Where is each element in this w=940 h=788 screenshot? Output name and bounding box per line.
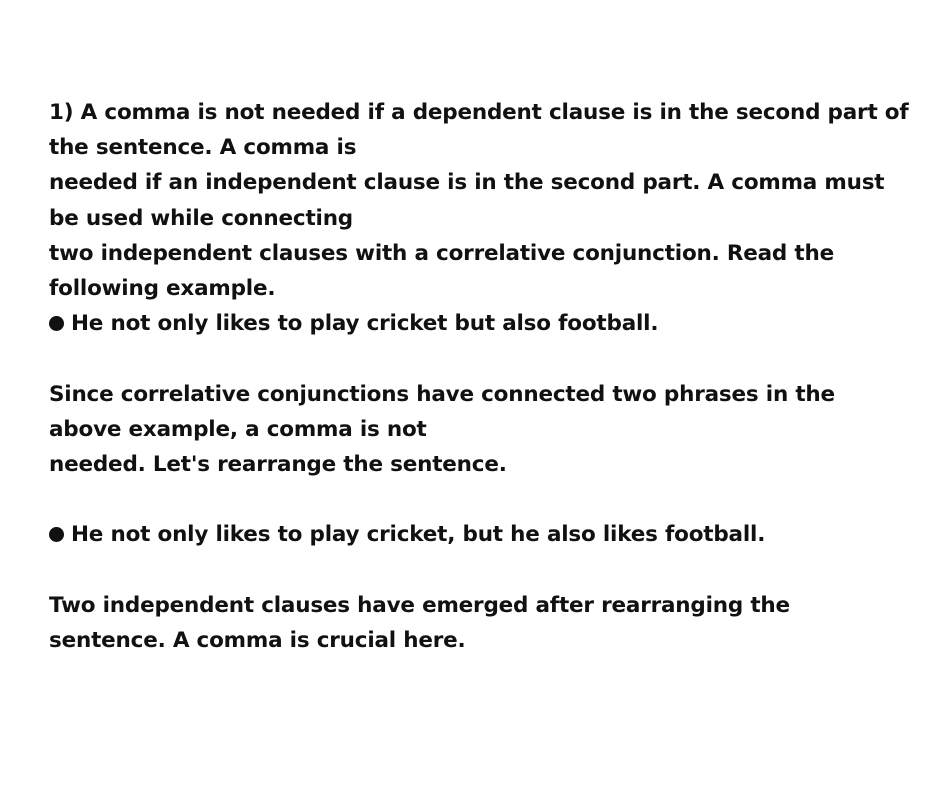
paragraph-line: 1) A comma is not needed if a dependent clause is in the second part of xyxy=(49,100,909,125)
document-body xyxy=(49,95,929,658)
bullet-icon xyxy=(49,316,64,331)
paragraph-line: two independent clauses with a correlative conjunction. Read the xyxy=(49,240,834,266)
paragraph-line: be used while connecting xyxy=(49,205,353,231)
paragraph-line: the sentence. A comma is xyxy=(49,135,357,161)
paragraph-line: sentence. A comma is crucial here. xyxy=(49,627,466,653)
example-text: He not only likes to play cricket but also football. xyxy=(71,311,659,337)
paragraph-conclusion xyxy=(49,588,929,658)
bullet-icon xyxy=(49,527,64,542)
paragraph-line: above example, a comma is not xyxy=(49,416,427,442)
example-text: He not only likes to play cricket, but he also likes football. xyxy=(71,522,766,548)
paragraph-line: Since correlative conjunctions have connected two phrases in the xyxy=(49,381,835,407)
spacer xyxy=(49,552,929,587)
spacer xyxy=(49,341,929,376)
paragraph-line: needed if an independent clause is in the second part. A comma must xyxy=(49,170,885,196)
paragraph-explanation xyxy=(49,377,929,483)
example-sentence-1 xyxy=(49,306,929,341)
paragraph-line: Two independent clauses have emerged after rearranging the xyxy=(49,592,790,618)
paragraph-line: needed. Let's rearrange the sentence. xyxy=(49,451,507,477)
spacer xyxy=(49,482,929,517)
paragraph-comma-rule xyxy=(49,95,929,306)
example-sentence-2 xyxy=(49,517,929,552)
paragraph-line: following example. xyxy=(49,275,276,301)
